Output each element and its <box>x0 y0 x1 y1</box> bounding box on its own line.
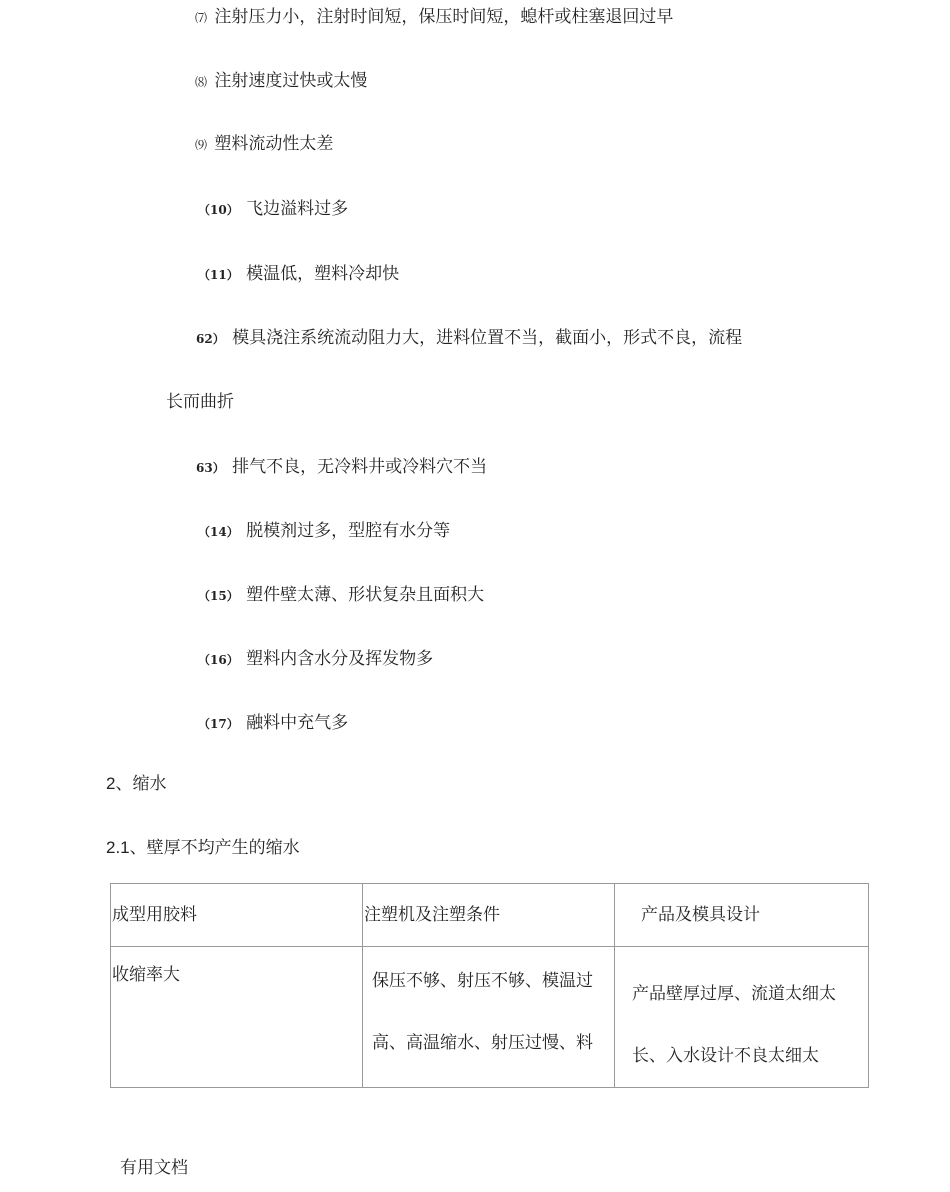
table-header-cell <box>111 884 363 947</box>
table-cell <box>363 947 615 1088</box>
item-text: 模具浇注系统流动阻力大，进料位置不当，截面小，形式不良，流程 <box>232 328 743 348</box>
item-text: 注射速度过快或太慢 <box>214 71 368 91</box>
item-number: ⑻ <box>195 75 208 89</box>
list-item-12-continuation <box>166 391 234 413</box>
causes-table <box>110 883 869 1088</box>
cell-product-mold-design: 产品壁厚过厚、流道太细太长、入水设计不良太细太 <box>632 984 836 1066</box>
header-machine-conditions: 注塑机及注塑条件 <box>364 905 500 925</box>
table-header-cell <box>615 884 869 947</box>
item-text: 排气不良，无冷料井或冷料穴不当 <box>232 457 488 477</box>
item-text: 塑件壁太薄、形状复杂且面积大 <box>246 585 485 605</box>
list-item-14 <box>198 520 450 543</box>
cell-machine-conditions: 保压不够、射压不够、模温过高、高温缩水、射压过慢、料 <box>372 971 593 1053</box>
item-text: 模温低，塑料冷却快 <box>246 264 400 284</box>
footer-text: 有用文档 <box>120 1158 188 1178</box>
list-item-17 <box>198 712 348 735</box>
item-number: （15） <box>198 589 239 603</box>
item-text: 注射压力小，注射时间短，保压时间短，螅杆或柱塞退回过早 <box>214 7 674 27</box>
item-number: 62） <box>196 332 225 346</box>
item-text: 脱模剂过多，型腔有水分等 <box>246 521 451 541</box>
list-item-8 <box>195 70 367 93</box>
list-item-15 <box>198 584 484 607</box>
table-cell <box>111 947 363 1088</box>
list-item-7 <box>195 6 673 29</box>
item-text: 长而曲折 <box>166 392 234 412</box>
item-text: 塑料内含水分及挥发物多 <box>246 649 434 669</box>
list-item-16 <box>198 648 433 671</box>
section-heading: 2、缩水 <box>106 774 167 793</box>
header-material: 成型用胶料 <box>112 905 197 925</box>
item-number: （14） <box>198 525 239 539</box>
item-number: ⑼ <box>195 138 208 152</box>
item-number: （16） <box>198 653 239 667</box>
list-item-13 <box>196 456 487 479</box>
item-number: 63） <box>196 461 225 475</box>
item-number: （17） <box>198 717 239 731</box>
item-number: ⑺ <box>195 11 208 25</box>
item-number: （10） <box>198 203 239 217</box>
table-header-cell <box>363 884 615 947</box>
table-cell <box>615 947 869 1088</box>
table-header-row <box>111 884 869 947</box>
item-number: （11） <box>198 268 239 282</box>
item-text: 融料中充气多 <box>246 713 349 733</box>
cell-material: 收缩率大 <box>112 965 180 985</box>
section-subheading: 2.1、壁厚不均产生的缩水 <box>106 838 300 857</box>
header-product-mold-design: 产品及模具设计 <box>641 905 760 925</box>
item-text: 飞边溢料过多 <box>246 199 349 219</box>
table-row <box>111 947 869 1088</box>
list-item-11 <box>198 263 399 286</box>
list-item-9 <box>195 133 333 156</box>
list-item-12 <box>196 327 742 350</box>
item-text: 塑料流动性太差 <box>214 134 334 154</box>
list-item-10 <box>198 198 348 221</box>
